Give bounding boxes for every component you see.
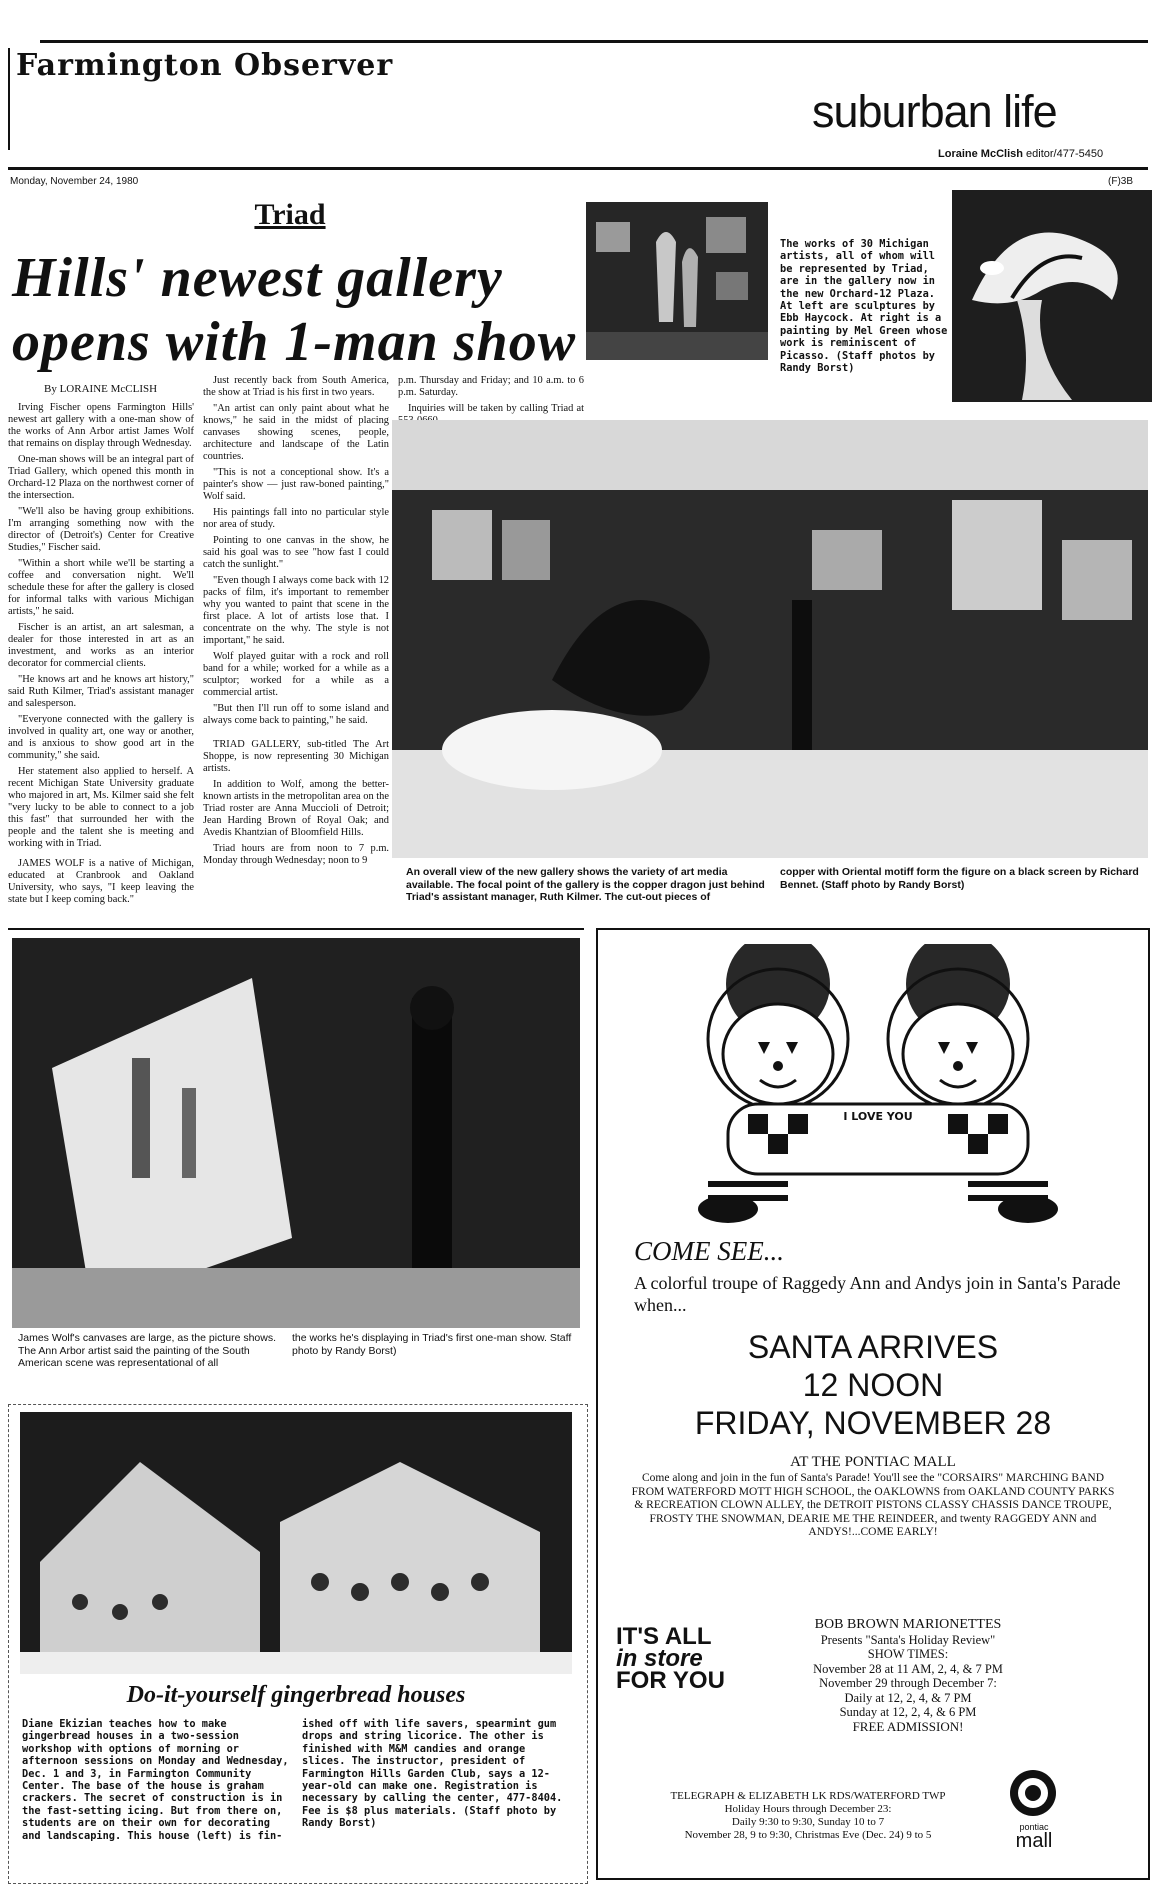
paragraph: "Everyone connected with the gallery is involved in quality art, one way or another, and is anxious to show good art in the community," she said. [8, 714, 194, 761]
marionettes-title: BOB BROWN MARIONETTES [814, 1617, 1002, 1632]
issue-date: Monday, November 24, 1980 [10, 176, 139, 187]
article-column-1 [8, 402, 194, 910]
byline: By LORAINE McCLISH [44, 383, 158, 395]
raggedy-dolls-illustration [668, 944, 1088, 1226]
paragraph: Wolf played guitar with a rock and roll band for a while; worked for a while as a sculptor; worked for a while as a commercial artist. [203, 651, 389, 698]
show-times-3: Daily at 12, 2, 4, & 7 PM [844, 1690, 972, 1705]
show-times-1: November 28 at 11 AM, 2, 4, & 7 PM [813, 1661, 1003, 1676]
ad-intro: A colorful troupe of Raggedy Ann and Andys join in Santa's Parade when... [634, 1273, 1121, 1315]
slogan-line-1: IT'S ALL [616, 1623, 712, 1650]
paragraph: Inquiries will be taken by calling Triad at [408, 403, 584, 414]
paragraph: His paintings fall into no particular style nor area of study. [203, 507, 389, 530]
overview-caption-part-2: copper with Oriental motiff form the figure on a black screen by Richard Bennet. (Staff photo by Randy Borst) [780, 866, 1139, 891]
holiday-hours-1: Holiday Hours through December 23: [724, 1803, 892, 1815]
overview-caption-part-1: An overall view of the new gallery shows the variety of art media available. The focal point of the gallery is the copper dragon just behind Triad's assistant manager, Ruth Kilmer. The cut-out pieces of [406, 866, 765, 903]
show-times-2: November 29 through December 7: [819, 1676, 997, 1690]
paragraph: Her statement also applied to herself. A recent Michigan State University graduate who majored in art, Ms. Kilmer said she felt "very lucky to be able to connect to a job this fast" that surrounded her with the people and the talent she is meeting and working with in Triad. [8, 766, 194, 849]
free-admission: FREE ADMISSION! [852, 1718, 964, 1734]
event-date: FRIDAY, NOVEMBER 28 [694, 1405, 1052, 1441]
paragraph: "He knows art and he knows art history," said Ruth Kilmer, Triad's assistant manager and salesperson. [8, 674, 194, 709]
gallery-overview-photo [392, 420, 1148, 858]
article-kicker: Triad [254, 198, 326, 231]
sculpture-photo [586, 202, 768, 360]
holiday-hours-3: November 28, 9 to 9:30, Christmas Eve (Dec. 24) 9 to 5 [684, 1829, 932, 1841]
headline-line-2: opens with 1-man show [12, 311, 577, 373]
santa-arrives: SANTA ARRIVES [747, 1329, 999, 1365]
parade-description: Come along and join in the fun of Santa's Parade! You'll see the "CORSAIRS" MARCHING BAND FROM WATERFORD MOTT HIGH SCHOOL, the OAKLOWNS from OAKLAND COUNTY PARKS & RECREATION CLOWN ALLEY, the DETROIT PISTONS CLASSY CHASSIS DANCE TROUPE, FROSTY THE SNOWMAN, DEARIE ME THE REINDEER, and twenty RAGGEDY ANN and ANDYS!...COME EARLY! [631, 1472, 1115, 1538]
paragraph: JAMES WOLF is a native of Michigan, educated at Cranbrook and Oakland University, who says, "I keep leaving the state but I keep coming back." [8, 858, 194, 905]
paragraph: "Even though I always come back with 12 packs of film, it's important to remember why you wanted to paint that scene in the first place. A lot of artists lose that. I concentrate on the why. The style is not important," he said. [203, 575, 389, 646]
holiday-hours-2: Daily 9:30 to 9:30, Sunday 10 to 7 [731, 1816, 885, 1828]
venue: AT THE PONTIAC MALL [790, 1454, 956, 1470]
pontiac-mall-logo-icon [1008, 1768, 1058, 1818]
paragraph: "This is not a conceptional show. It's a painter's show — just raw-boned painting," Wolf said. [203, 467, 389, 502]
paragraph: In addition to Wolf, among the better-known artists in the metropolitan area on the Triad roster are Anna Muccioli of Detroit; Jean Harding Brown of Royal Oak; and Avedis Khantzian of Bloomfield Hills. [203, 779, 389, 838]
wolf-caption-part-1: James Wolf's canvases are large, as the picture shows. The Ann Arbor artist said the painting of the South American scene was representational of all [18, 1332, 277, 1369]
paragraph: "Within a short while we'll be starting a coffee and conversation night. We'll schedule these for after the gallery is closed for informal talks with various Michigan artists," he said. [8, 558, 194, 617]
masthead-left-rule [8, 48, 10, 150]
paragraph: Pointing to one canvas in the show, he said his goal was to see "how fast I could catch the sunlight." [203, 535, 389, 570]
gingerbread-headline: Do-it-yourself gingerbread houses [126, 1682, 466, 1708]
editor-contact: editor/477-5450 [1026, 148, 1104, 160]
slogan-line-3: FOR YOU [616, 1667, 725, 1694]
sculpture-caption: The works of 30 Michigan artists, all of whom will be represented by Triad, are in the gallery now in the new Orchard-12 Plaza. At left are sculptures by Ebb Haycock. At right is a painting by Mel Green whose work is reminiscent of Picasso. (Staff photos by Randy Borst) [780, 238, 948, 375]
masthead-bottom-rule [8, 167, 1148, 170]
paragraph: Triad hours are from noon to 7 p.m. Monday through Wednesday; noon to 9 [203, 843, 389, 866]
slogan-line-2: in store [616, 1645, 703, 1672]
painting-photo [952, 190, 1152, 402]
paragraph: p.m. Thursday and Friday; and 10 a.m. to 6 p.m. Saturday. [398, 375, 584, 398]
paragraph: Just recently back from South America, the show at Triad is his first in two years. [203, 375, 389, 398]
show-times-4: Sunday at 12, 2, 4, & 6 PM [839, 1705, 977, 1719]
top-rule [40, 40, 1148, 43]
gingerbread-caption-part-1: Diane Ekizian teaches how to make gingerbread houses in a two-session workshop with options of morning or afternoon sessions on Monday and Wednesday, Dec. 1 and 3, in Farmington Community Center. The base of the house is graham crackers. The secret of construction is in the fast-setting icing. But from there on, students are on their own for decorating and landscaping. This house (left) is fin- [22, 1718, 289, 1842]
paragraph: "We'll also be having group exhibitions. I'm arranging something now with the director of (Detroit's) Center for Creative Studies," Fischer said. [8, 506, 194, 553]
show-times-label: SHOW TIMES: [867, 1647, 949, 1661]
gingerbread-caption-part-2: ished off with life savers, spearmint gum drops and string licorice. The other is finished with M&M candies and orange slices. The instructor, president of Farmington Hills Garden Club, says a 12-year-old can make one. Registration is necessary by calling the center, 477-8404. Fee is $8 plus materials. (Staff photo by Randy Borst) [302, 1718, 563, 1830]
mall-address: TELEGRAPH & ELIZABETH LK RDS/WATERFORD TWP [670, 1790, 946, 1802]
doll-tag: I LOVE YOU [843, 1110, 913, 1123]
article-column-2 [203, 375, 389, 871]
editor-name: Loraine McClish [938, 148, 1023, 160]
wolf-caption-part-2: the works he's displaying in Triad's first one-man show. Staff photo by Randy Borst) [292, 1332, 572, 1357]
pontiac-mall-ad [596, 928, 1150, 1880]
gingerbread-photo [20, 1412, 572, 1674]
paragraph: TRIAD GALLERY, sub-titled The Art Shoppe, is now representing 30 Michigan artists. [203, 739, 389, 774]
logo-word-1: pontiac [1019, 1822, 1049, 1832]
marionettes-presents: Presents "Santa's Holiday Review" [820, 1632, 996, 1647]
noon-time: 12 NOON [802, 1367, 944, 1403]
paragraph: "But then I'll run off to some island and always come back to painting," he said. [203, 703, 389, 726]
paragraph: Fischer is an artist, an art salesman, a dealer for those interested in art as an investment, and works as an interior decorator for commercial clients. [8, 622, 194, 669]
masthead-flag: Farmington Observer [16, 48, 394, 83]
divider [8, 928, 584, 930]
come-see: COME SEE... [634, 1236, 784, 1266]
paragraph: One-man shows will be an integral part of Triad Gallery, which opened this month in Orchard-12 Plaza on the northwest corner of the intersection. [8, 454, 194, 501]
section-title: suburban life [812, 86, 1057, 137]
logo-word-2: mall [1015, 1830, 1053, 1852]
headline-line-1: Hills' newest gallery [12, 247, 503, 309]
wolf-canvas-photo [12, 938, 580, 1328]
paragraph: "An artist can only paint about what he knows," he said in the midst of placing canvases showing scenes, people, architecture and landscape of the Latin countries. [203, 403, 389, 462]
page-id: (F)3B [1108, 176, 1133, 187]
paragraph: Irving Fischer opens Farmington Hills' newest art gallery with a one-man show of the works of Ann Arbor artist James Wolf that remains on display through Wednesday. [8, 402, 194, 449]
